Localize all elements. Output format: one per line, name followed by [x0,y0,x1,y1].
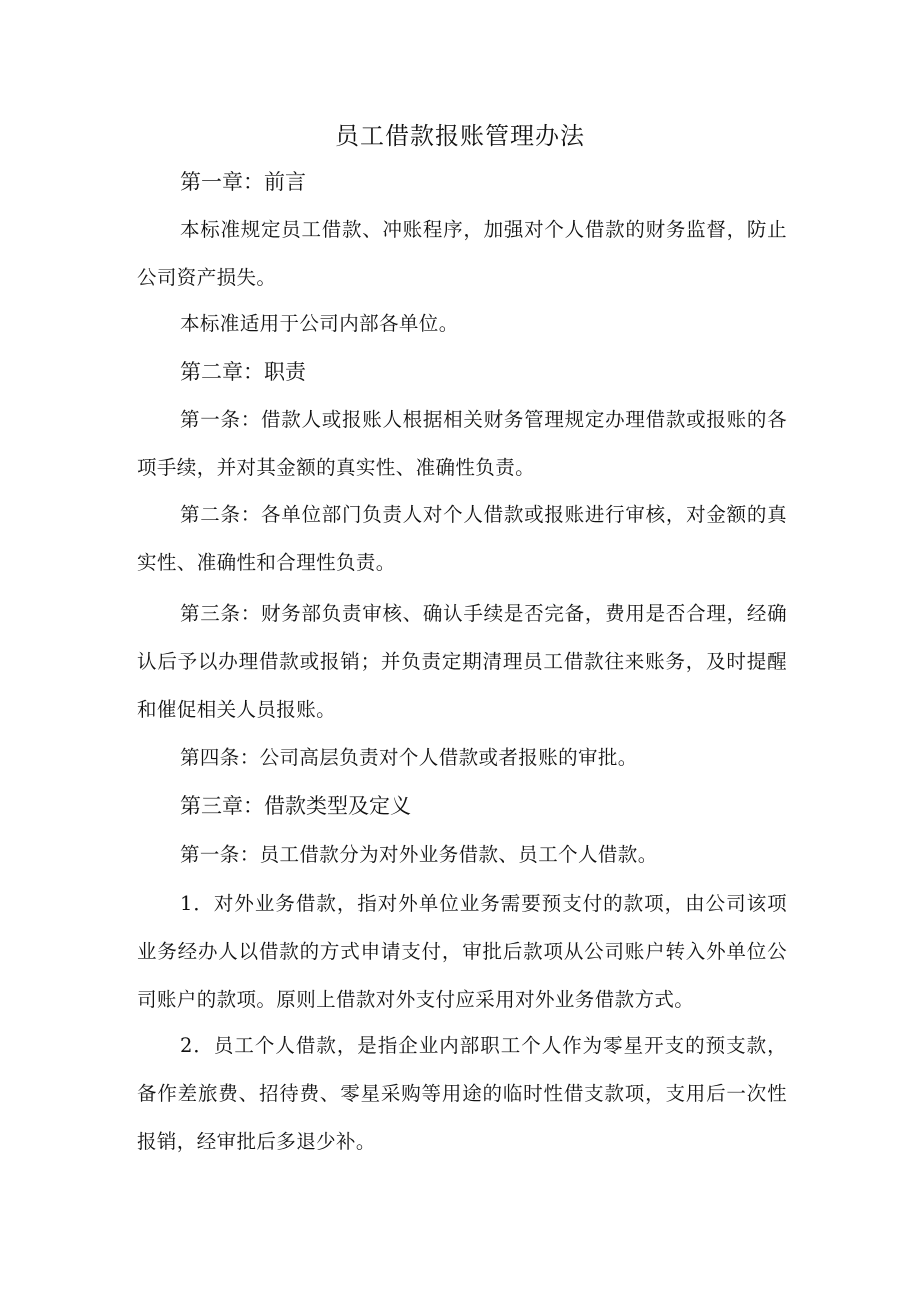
chapter-3-item-1: 1．对外业务借款，指对外单位业务需要预支付的款项，由公司该项业务经办人以借款的方式申请支付，审批后款项从公司账户转入外单位公司账户的款项。原则上借款对外支付应采用对外业务借款方式。 [137,892,787,1011]
chapter-2-article-2: 第二条：各单位部门负责人对个人借款或报账进行审核，对金额的真实性、准确性和合理性负责。 [137,503,787,574]
chapter-1-heading: 第一章：前言 [180,170,306,194]
chapter-3-article-1: 第一条：员工借款分为对外业务借款、员工个人借款。 [180,843,658,866]
chapter-1-paragraph-2: 本标准适用于公司内部各单位。 [180,312,459,335]
chapter-3-heading: 第三章：借款类型及定义 [180,794,411,818]
chapter-2-article-1: 第一条：借款人或报账人根据相关财务管理规定办理借款或报账的各项手续，并对其金额的真实性、准确性负责。 [137,408,787,479]
chapter-2-heading: 第二章：职责 [180,360,306,384]
chapter-1-paragraph-1: 本标准规定员工借款、冲账程序，加强对个人借款的财务监督，防止公司资产损失。 [137,218,787,289]
chapter-3-item-2: 2．员工个人借款，是指企业内部职工个人作为零星开支的预支款，备作差旅费、招待费、零星采购等用途的临时性借支款项，支用后一次性报销，经审批后多退少补。 [137,1034,787,1153]
document-title: 员工借款报账管理办法 [335,122,585,150]
chapter-2-article-4: 第四条：公司高层负责对个人借款或者报账的审批。 [180,746,638,769]
chapter-2-article-3: 第三条：财务部负责审核、确认手续是否完备，费用是否合理，经确认后予以办理借款或报销；并负责定期清理员工借款往来账务，及时提醒和催促相关人员报账。 [137,602,787,721]
